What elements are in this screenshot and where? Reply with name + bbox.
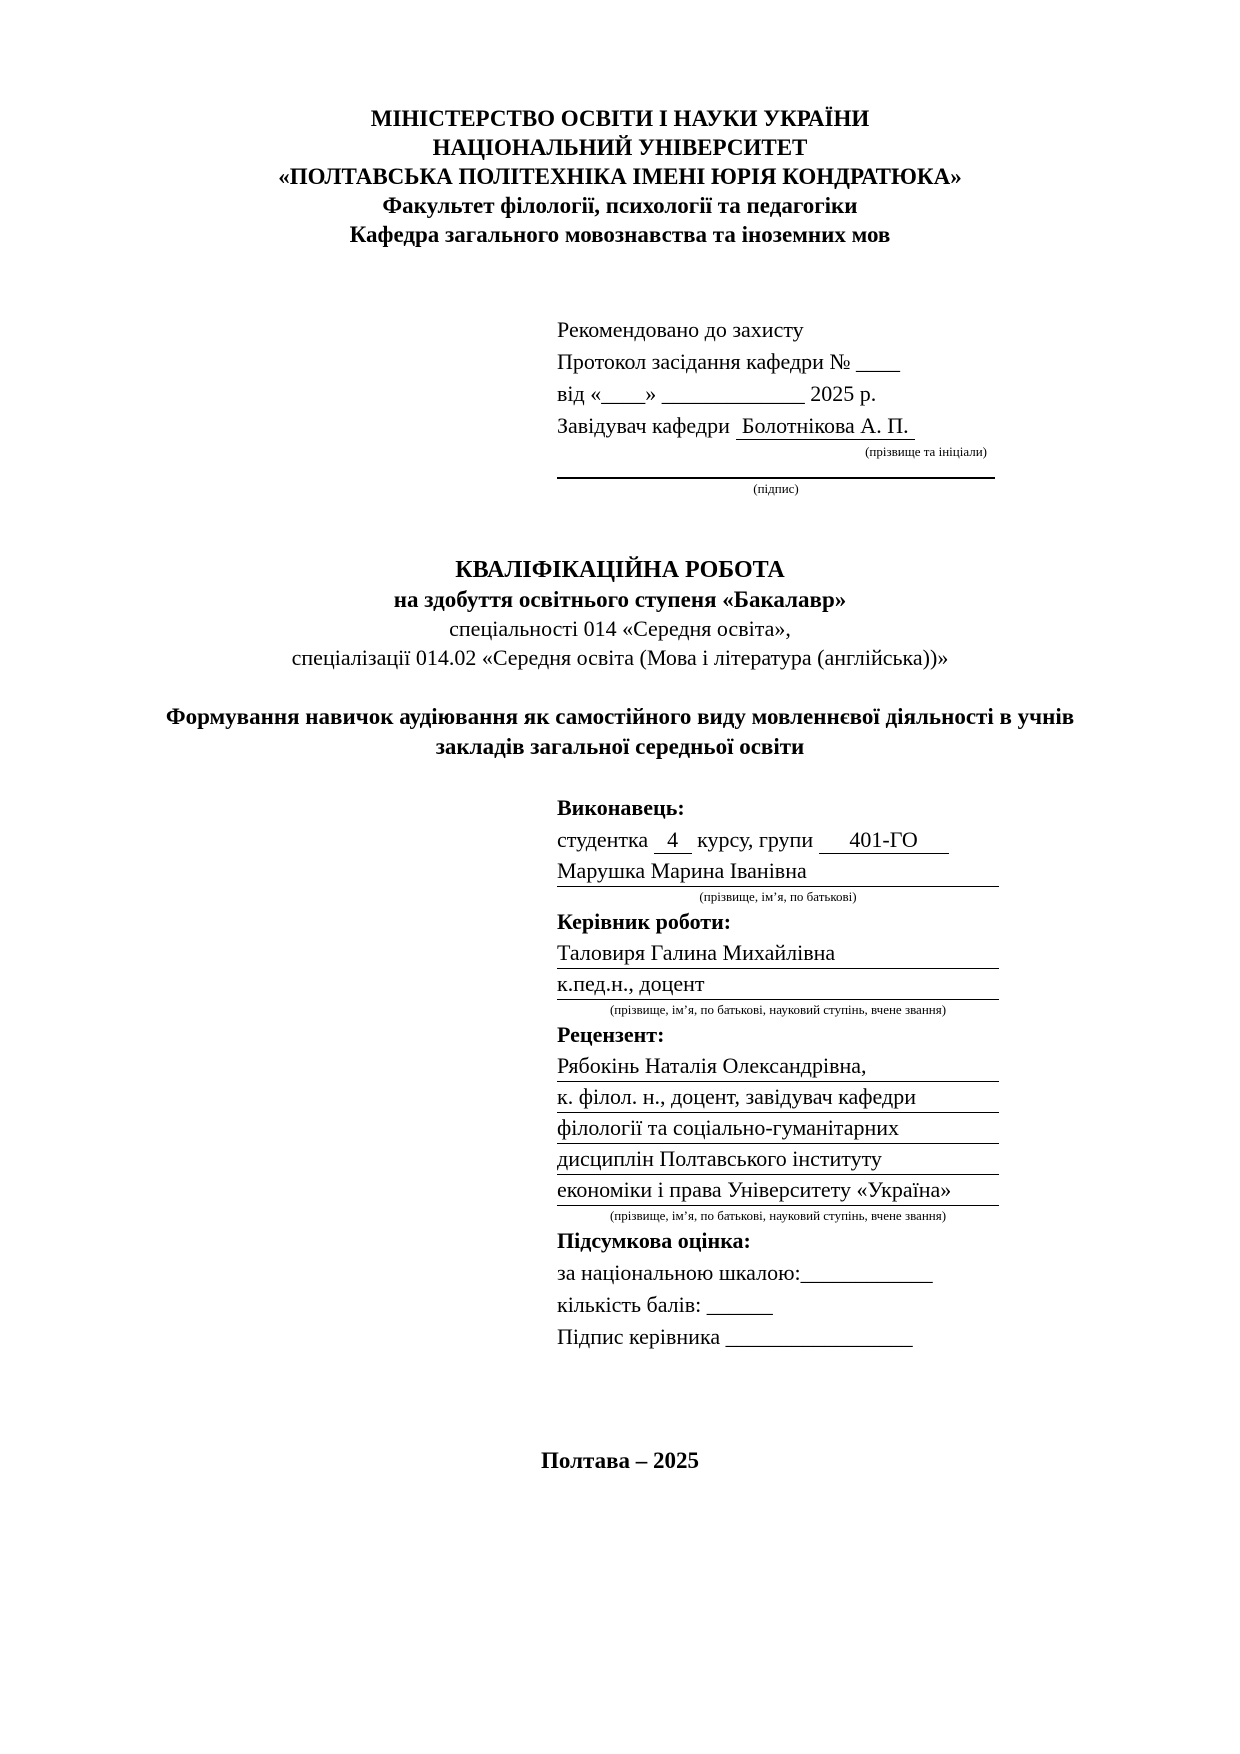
grade-points: кількість балів: ______ (557, 1292, 773, 1317)
faculty-line: Факультет філології, психології та педагогіки (382, 193, 858, 218)
supervisor-signature-line: Підпис керівника _________________ (557, 1324, 913, 1349)
executor-label: Виконавець: (557, 795, 685, 820)
student-course-pre: студентка (557, 827, 649, 852)
head-of-department-line (557, 410, 995, 442)
student-course-mid: курсу, групи (697, 827, 814, 852)
student-course-number: 4 (654, 827, 692, 854)
supervisor-label: Керівник роботи: (557, 909, 732, 934)
work-type-block (0, 556, 1240, 672)
work-specialty-line: спеціальності 014 «Середня освіта», (449, 616, 791, 641)
approval-date-line: від «____» _____________ 2025 р. (557, 381, 877, 406)
reviewer-line-3: філології та соціально-гуманітарних (557, 1113, 999, 1144)
approval-protocol-line: Протокол засідання кафедри № ____ (557, 349, 900, 374)
footer-city-year: Полтава – 2025 (541, 1448, 699, 1473)
supervisor-degree: к.пед.н., доцент (557, 969, 999, 1000)
ministry-line: МІНІСТЕРСТВО ОСВІТИ І НАУКИ УКРАЇНИ (370, 106, 870, 131)
approval-block (557, 314, 995, 498)
work-specialization-line: спеціалізації 014.02 «Середня освіта (Мова і література (англійська))» (291, 645, 949, 670)
caption-supervisor: (прізвище, ім’я, по батькові, науковий ступінь, вчене звання) (609, 1002, 947, 1017)
head-of-department-name: Болотнікова А. П. (736, 413, 915, 440)
caption-signature: (підпис) (753, 481, 799, 496)
reviewer-line-4: дисциплін Полтавського інституту (557, 1144, 999, 1175)
thesis-title: Формування навичок аудіювання як самостійного виду мовленнєвої діяльності в учнів закладів загальної середньої освіти (165, 704, 1075, 759)
university-line: НАЦІОНАЛЬНИЙ УНІВЕРСИТЕТ (432, 135, 808, 160)
reviewer-line-2: к. філол. н., доцент, завідувач кафедри (557, 1082, 999, 1113)
details-block (557, 792, 999, 1353)
reviewer-label: Рецензент: (557, 1022, 665, 1047)
student-course-line (557, 824, 999, 856)
university-name-line: «ПОЛТАВСЬКА ПОЛІТЕХНІКА ІМЕНІ ЮРІЯ КОНДРАТЮКА» (278, 164, 962, 189)
document-header (0, 104, 1240, 249)
department-line: Кафедра загального мовознавства та іноземних мов (349, 222, 891, 247)
approval-recommended-line: Рекомендовано до захисту (557, 317, 804, 342)
work-degree-line: на здобуття освітнього ступеня «Бакалавр» (393, 587, 847, 612)
reviewer-line-5: економіки і права Університету «Україна» (557, 1175, 999, 1206)
caption-reviewer: (прізвище, ім’я, по батькові, науковий ступінь, вчене звання) (609, 1208, 947, 1223)
caption-name-initials: (прізвище та ініціали) (865, 444, 987, 459)
supervisor-name: Таловиря Галина Михайлівна (557, 938, 999, 969)
reviewer-line-1: Рябокінь Наталія Олександрівна, (557, 1051, 999, 1082)
student-group: 401-ГО (819, 827, 949, 854)
student-name: Марушка Марина Іванівна (557, 856, 999, 887)
grade-national-scale: за національною шкалою:____________ (557, 1260, 933, 1285)
final-grade-label: Підсумкова оцінка: (557, 1228, 751, 1253)
work-title: КВАЛІФІКАЦІЙНА РОБОТА (455, 557, 785, 583)
caption-student-name: (прізвище, ім’я, по батькові) (699, 889, 857, 904)
head-of-department-label: Завідувач кафедри (557, 413, 730, 438)
